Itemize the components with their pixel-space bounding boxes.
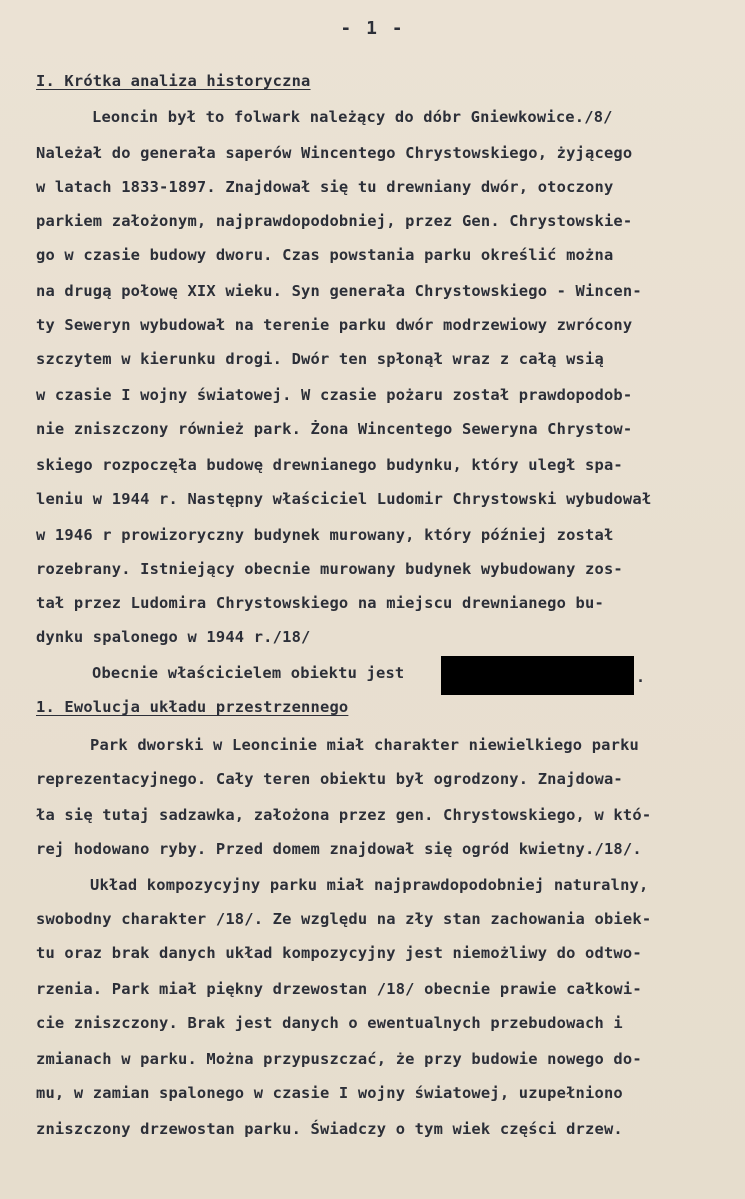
paragraph-line: dynku spalonego w 1944 r./18/ xyxy=(36,628,311,646)
paragraph-line: parkiem założonym, najprawdopodobniej, przez Gen. Chrystowskie- xyxy=(36,212,633,230)
paragraph-line: ty Seweryn wybudował na terenie parku dwór modrzewiowy zwrócony xyxy=(36,316,633,334)
paragraph-line: go w czasie budowy dworu. Czas powstania parku określić można xyxy=(36,246,614,264)
paragraph-line: zniszczony drzewostan parku. Świadczy o tym wiek części drzew. xyxy=(36,1120,623,1138)
period-mark: . xyxy=(636,668,646,686)
paragraph-line: Układ kompozycyjny parku miał najprawdopodobniej naturalny, xyxy=(90,876,649,894)
paragraph-line: Park dworski w Leoncinie miał charakter niewielkiego parku xyxy=(90,736,640,754)
section-heading-evolution: 1. Ewolucja układu przestrzennego xyxy=(36,698,349,716)
paragraph-line: nie zniszczony również park. Żona Wincentego Seweryna Chrystow- xyxy=(36,420,633,438)
paragraph-line: swobodny charakter /18/. Ze względu na zły stan zachowania obiek- xyxy=(36,910,652,928)
paragraph-line: reprezentacyjnego. Cały teren obiektu był ogrodzony. Znajdowa- xyxy=(36,770,623,788)
paragraph-line: ła się tutaj sadzawka, założona przez gen. Chrystowskiego, w któ- xyxy=(36,806,652,824)
section-heading-history: I. Krótka analiza historyczna xyxy=(36,72,311,90)
redaction-bar xyxy=(441,656,634,695)
paragraph-line: Leoncin był to folwark należący do dóbr Gniewkowice./8/ xyxy=(92,108,613,126)
paragraph-line-owner: Obecnie właścicielem obiektu jest xyxy=(92,664,405,682)
paragraph-line: na drugą połowę XIX wieku. Syn generała Chrystowskiego - Wincen- xyxy=(36,282,642,300)
paragraph-line: rej hodowano ryby. Przed domem znajdował się ogród kwietny./18/. xyxy=(36,840,642,858)
paragraph-line: w latach 1833-1897. Znajdował się tu drewniany dwór, otoczony xyxy=(36,178,614,196)
paragraph-line: tu oraz brak danych układ kompozycyjny jest niemożliwy do odtwo- xyxy=(36,944,642,962)
paragraph-line: mu, w zamian spalonego w czasie I wojny światowej, uzupełniono xyxy=(36,1084,623,1102)
paragraph-line: leniu w 1944 r. Następny właściciel Ludomir Chrystowski wybudował xyxy=(36,490,652,508)
paragraph-line: szczytem w kierunku drogi. Dwór ten spłonął wraz z całą wsią xyxy=(36,350,604,368)
paragraph-line: zmianach w parku. Można przypuszczać, że przy budowie nowego do- xyxy=(36,1050,642,1068)
paragraph-line: tał przez Ludomira Chrystowskiego na miejscu drewnianego bu- xyxy=(36,594,604,612)
page-number: - 1 - xyxy=(340,18,405,39)
paragraph-line: Należał do generała saperów Wincentego Chrystowskiego, żyjącego xyxy=(36,144,633,162)
paragraph-line: skiego rozpoczęła budowę drewnianego budynku, który uległ spa- xyxy=(36,456,623,474)
paragraph-line: rzenia. Park miał piękny drzewostan /18/ obecnie prawie całkowi- xyxy=(36,980,642,998)
paragraph-line: w czasie I wojny światowej. W czasie pożaru został prawdopodob- xyxy=(36,386,633,404)
paragraph-line: rozebrany. Istniejący obecnie murowany budynek wybudowany zos- xyxy=(36,560,623,578)
paragraph-line: w 1946 r prowizoryczny budynek murowany, który później został xyxy=(36,526,614,544)
paragraph-line: cie zniszczony. Brak jest danych o ewentualnych przebudowach i xyxy=(36,1014,623,1032)
